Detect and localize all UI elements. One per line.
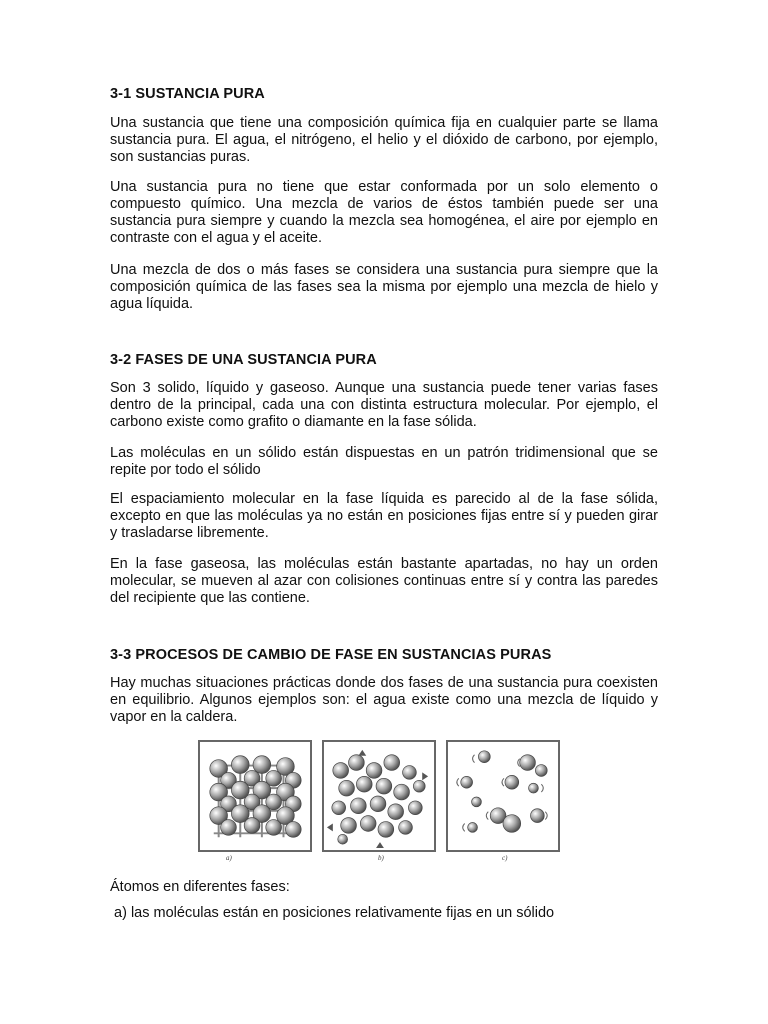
paragraph: Una mezcla de dos o más fases se considera una sustancia pura siempre que la composición química de las fases sea la misma por ejemplo una mezcla de hielo y agua líquida.: [110, 262, 658, 312]
paragraph: Hay muchas situaciones prácticas donde dos fases de una sustancia pura coexisten en equilibrio. Algunos ejemplos son: el agua existe como una mezcla de líquido y vapor en la caldera.: [110, 675, 658, 725]
panel-label-a: a): [226, 854, 232, 862]
section-title-3-2: 3-2 FASES DE UNA SUSTANCIA PURA: [110, 352, 377, 368]
list-item-a: a) las moléculas están en posiciones relativamente fijas en un sólido: [110, 905, 555, 921]
paragraph: Una sustancia pura no tiene que estar conformada por un solo elemento o compuesto químico. Una mezcla de varios de éstos también puede ser una sustancia pura siempre y cuando la mezcla sea homogénea, el aire por ejemplo en contraste con el agua y el aceite.: [110, 179, 658, 246]
liquid-phase-panel: [322, 740, 436, 852]
atoms: [210, 756, 301, 838]
gas-phase-panel: [446, 740, 560, 852]
solid-phase-panel: [198, 740, 312, 852]
paragraph: Son 3 solido, líquido y gaseoso. Aunque una sustancia puede tener varias fases dentro de la principal, cada una con distinta estructura molecular. Por ejemplo, el carbono existe como grafito o diamante en la fase sólida.: [110, 380, 658, 430]
section-title-3-1: 3-1 SUSTANCIA PURA: [110, 86, 265, 102]
paragraph: En la fase gaseosa, las moléculas están bastante apartadas, no hay un orden molecular, se mueven al azar con colisiones continuas entre sí y contra las paredes del recipiente que las contiene.: [110, 556, 658, 606]
phases-figure: [198, 740, 560, 862]
paragraph: Las moléculas en un sólido están dispuestas en un patrón tridimensional que se repite por todo el sólido: [110, 445, 658, 478]
paragraph: El espaciamiento molecular en la fase líquida es parecido al de la fase sólida, excepto en que las moléculas ya no están en posiciones fijas entre sí y pueden girar y trasladarse libremente.: [110, 491, 658, 541]
panel-label-c: c): [502, 854, 508, 862]
section-title-3-3: 3-3 PROCESOS DE CAMBIO DE FASE EN SUSTANCIAS PURAS: [110, 647, 552, 663]
panel-label-b: b): [378, 854, 384, 862]
figure-caption: Átomos en diferentes fases:: [110, 879, 290, 895]
paragraph: Una sustancia que tiene una composición química fija en cualquier parte se llama sustancia pura. El agua, el nitrógeno, el helio y el dióxido de carbono, por ejemplo, son sustancias puras.: [110, 115, 658, 165]
